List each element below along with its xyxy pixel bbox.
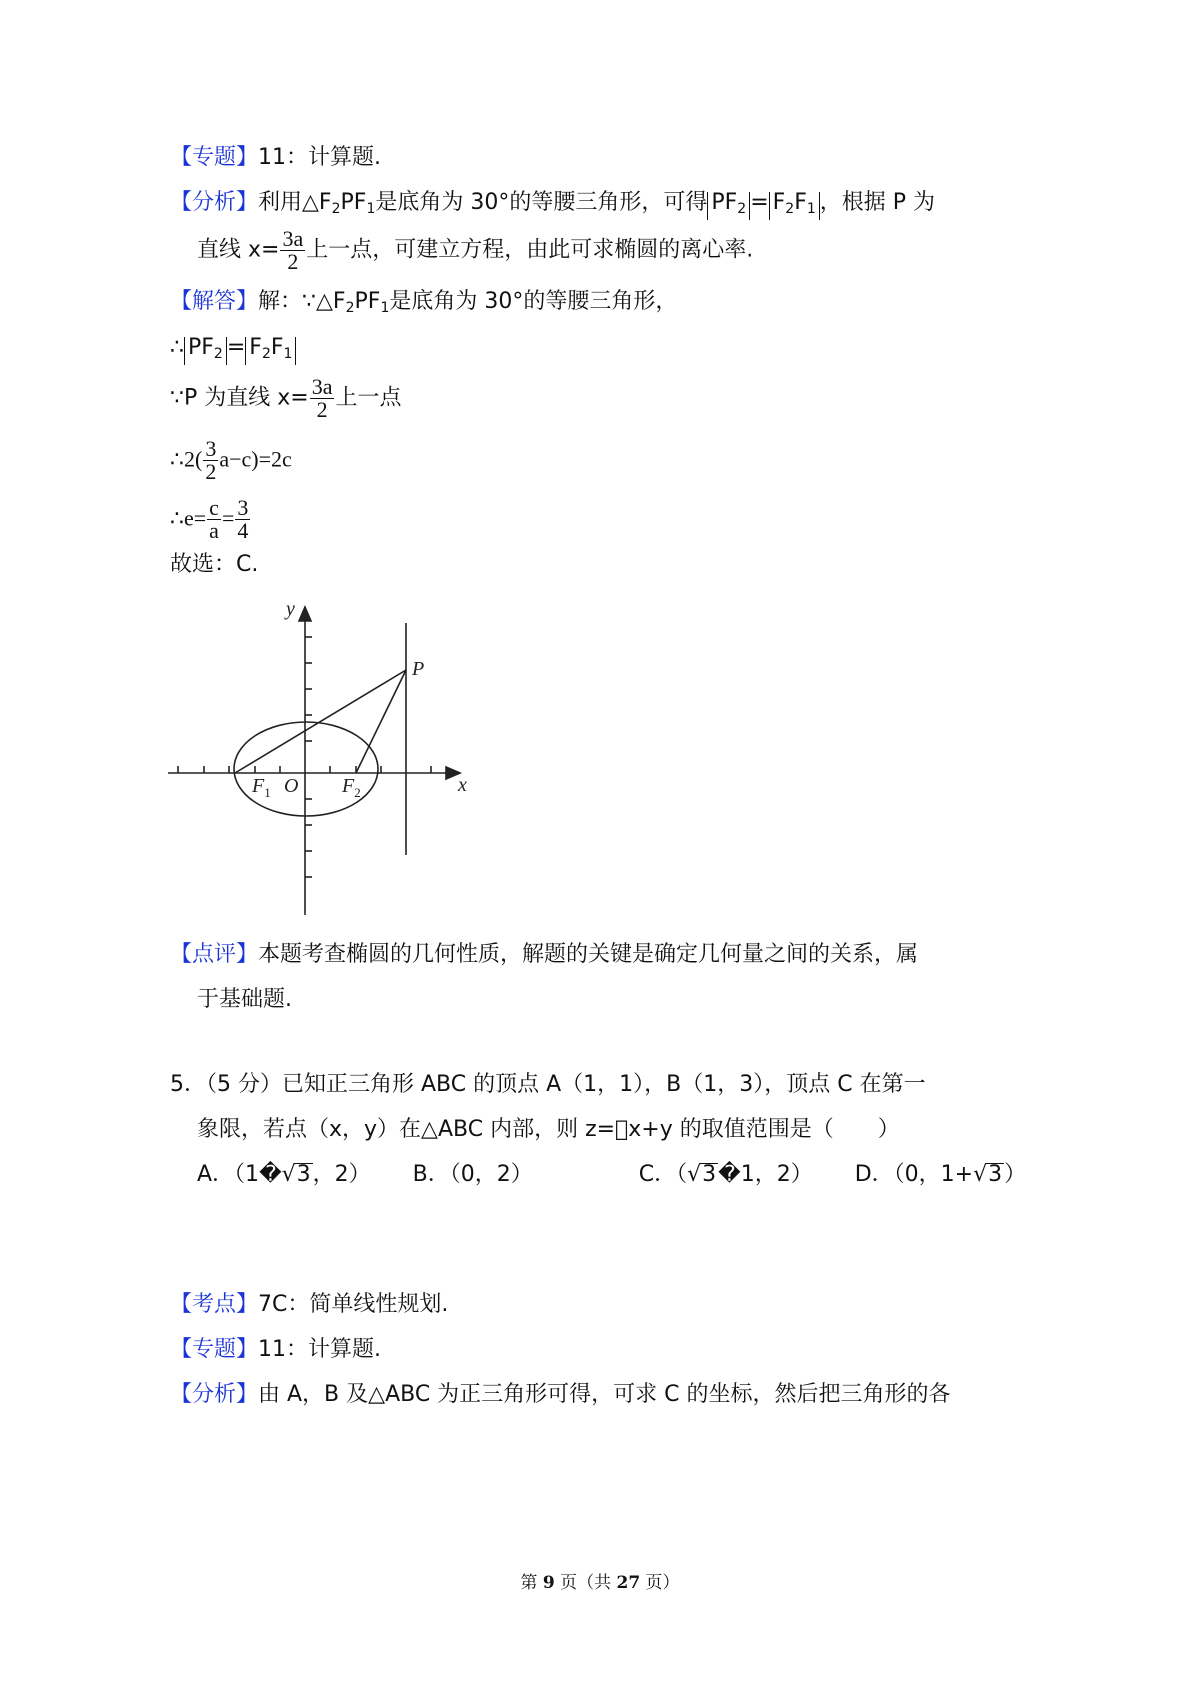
option-c-end: 1，2） (740, 1162, 813, 1187)
f1-letter: F (252, 775, 265, 797)
subscript: 1 (283, 346, 293, 362)
answer-line (170, 550, 258, 580)
comment-line-2 (197, 985, 292, 1015)
abs-text: F (794, 190, 807, 215)
topic-text: 11：计算题. (258, 145, 382, 170)
equals: = (221, 505, 235, 531)
f2-letter: F (342, 775, 355, 797)
radicand: 3 (296, 1162, 311, 1187)
option-c-text: C．（ (638, 1162, 688, 1187)
x-axis-label: x (458, 774, 467, 796)
text: a−c)=2c (219, 446, 292, 472)
page-footer (0, 1568, 1200, 1593)
footer-text: 页） (640, 1573, 680, 1593)
analysis-text-h: ，根据 P 为 (819, 190, 936, 215)
subscript: 1 (806, 201, 816, 217)
subscript: 2 (345, 300, 355, 316)
option-b[interactable]: B．（0，2） (412, 1162, 533, 1187)
abs-text: F (772, 190, 786, 215)
topic-tag: 【专题】 (170, 145, 259, 170)
question-text-2: 象限，若点（x，y）在△ABC 内部，则 z= x+y 的取值范围是（ ） (197, 1117, 900, 1142)
y-arrow (299, 607, 311, 621)
subscript: 2 (331, 201, 341, 217)
kaodian-text: 7C：简单线性规划. (258, 1292, 449, 1317)
f2-subscript: 2 (354, 785, 361, 800)
comment-line (170, 940, 918, 970)
comment-text: 本题考查椭圆的几何性质，解题的关键是确定几何量之间的关系，属 (258, 942, 919, 967)
analysis-line (170, 188, 935, 224)
solution-tag: 【解答】 (170, 289, 259, 314)
analysis-text-b: PF (340, 190, 367, 215)
abs-f2f1 (245, 337, 296, 365)
subscript: 1 (380, 300, 390, 316)
option-d-text: D．（0，1+ (854, 1162, 974, 1187)
step-4 (170, 497, 251, 542)
option-a[interactable] (197, 1162, 371, 1187)
text: PF (354, 289, 381, 314)
denominator: a (209, 518, 219, 543)
equals: = (750, 190, 769, 215)
y-axis-label: y (286, 598, 295, 620)
abs-text: PF (188, 335, 214, 360)
denominator: 2 (287, 249, 299, 274)
radicand: 3 (988, 1162, 1003, 1187)
text: 直线 x= (197, 237, 280, 263)
minus-glyph: � (718, 1162, 741, 1187)
topic-tag-2: 【专题】 (170, 1337, 259, 1362)
denominator: 2 (205, 459, 217, 484)
numerator: 3a (311, 374, 333, 399)
sqrt-sign: √ (281, 1162, 296, 1187)
question-text: 5．（5 分）已知正三角形 ABC 的顶点 A（1，1），B（1，3），顶点 C 在第一 (170, 1072, 926, 1097)
analysis-tag: 【分析】 (170, 190, 259, 215)
step-2 (170, 376, 402, 421)
option-d-end: ） (1004, 1162, 1027, 1187)
subscript: 2 (213, 346, 223, 362)
analysis-text-c: 是底角为 30°的等腰三角形，可得 (375, 190, 708, 215)
fraction-3-2 (203, 438, 218, 483)
question-5 (170, 1070, 926, 1100)
numerator: 3 (205, 436, 217, 461)
comment-text-2: 于基础题. (197, 987, 292, 1012)
numerator: 3a (282, 226, 304, 251)
sqrt-sign: √ (973, 1162, 988, 1187)
topic-text-2: 11：计算题. (258, 1337, 382, 1362)
text: 上一点 (335, 385, 402, 411)
option-a-text: A．（1 (197, 1162, 260, 1187)
text: e= (184, 505, 207, 531)
abs-f2f1 (769, 192, 820, 220)
fraction-3-4 (235, 497, 250, 542)
option-a-end: ，2） (312, 1162, 371, 1187)
text: 上一点，可建立方程，由此可求椭圆的离心率. (306, 237, 754, 263)
origin-label: O (284, 775, 299, 797)
denominator: 4 (237, 518, 249, 543)
abs-text: F (249, 335, 262, 360)
analysis-line-3 (170, 1380, 951, 1410)
topic-line (170, 143, 381, 173)
fraction-3a-2 (310, 376, 335, 421)
text: 是底角为 30°的等腰三角形， (389, 289, 678, 314)
footer-text: 第 (520, 1573, 543, 1593)
option-d[interactable] (855, 1162, 1026, 1187)
ellipse-figure (180, 598, 500, 935)
minus-glyph: � (259, 1162, 282, 1187)
equals: = (226, 335, 246, 360)
page-total: 27 (616, 1573, 641, 1593)
f1-label (251, 775, 271, 800)
option-c[interactable] (639, 1162, 813, 1187)
subscript: 2 (737, 201, 747, 217)
text: 解：∵△F (258, 289, 346, 314)
subscript: 2 (785, 201, 795, 217)
kaodian-tag: 【考点】 (170, 1292, 259, 1317)
analysis-tag-2: 【分析】 (170, 1382, 259, 1407)
analysis-text-a: 利用△F (258, 190, 332, 215)
analysis-text-3: 由 A，B 及△ABC 为正三角形可得，可求 C 的坐标，然后把三角形的各 (258, 1382, 951, 1407)
subscript: 2 (261, 346, 271, 362)
denominator: 2 (316, 397, 328, 422)
answer-text: 故选：C. (170, 552, 259, 577)
numerator: 3 (237, 495, 249, 520)
subscript: 1 (366, 201, 376, 217)
analysis-line-2 (197, 228, 753, 273)
options-line (197, 1160, 1026, 1190)
y-ticks (305, 637, 312, 877)
fraction-c-a (207, 497, 221, 542)
numerator: c (209, 495, 219, 520)
step-1 (170, 333, 296, 365)
abs-text: F (270, 335, 284, 360)
question-5-line-2 (197, 1115, 900, 1145)
topic-line-2 (170, 1335, 381, 1365)
therefore-symbol: ∴ (170, 506, 184, 532)
abs-pf2 (184, 337, 227, 365)
therefore-symbol: ∴ (170, 447, 184, 473)
solution-line (170, 287, 677, 323)
text: ∵P 为直线 x= (170, 385, 309, 411)
sqrt-sign: √ (687, 1162, 702, 1187)
fraction-3a-2 (280, 228, 305, 273)
radicand: 3 (702, 1162, 717, 1187)
text: 2( (184, 446, 203, 472)
abs-pf2 (707, 192, 750, 220)
f2-label (341, 775, 361, 800)
point-p-label: P (412, 658, 425, 680)
kaodian-line (170, 1290, 448, 1320)
f1-subscript: 1 (264, 785, 271, 800)
step-3 (170, 438, 292, 483)
page-number: 9 (542, 1573, 555, 1593)
therefore-symbol: ∴ (170, 335, 184, 360)
comment-tag: 【点评】 (170, 942, 259, 967)
footer-text: 页（共 (554, 1573, 617, 1593)
abs-text: PF (711, 190, 738, 215)
